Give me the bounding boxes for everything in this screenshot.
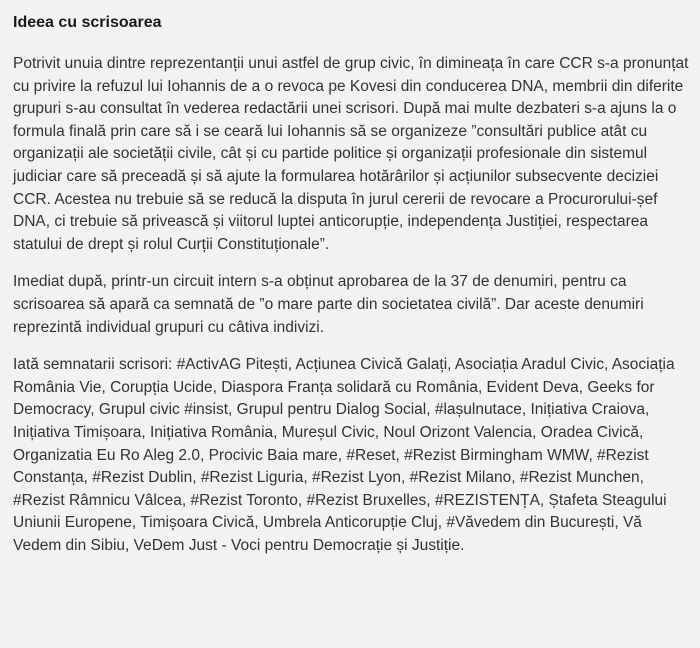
section-heading: Ideea cu scrisoarea bbox=[13, 14, 162, 31]
paragraph-signatories: Iată semnatarii scrisori: #ActivAG Pitești, Acțiunea Civică Galați, Asociația Aradul Civic, Asociația România Vie, Corupția Ucide, Diaspora Franța solidară cu România, Evident Deva, Geeks for Democracy, Grupul civic #insist, Grupul pentru Dialog Social, #lașulnutace, Inițiativa Craiova, Inițiativa Timișoara, Inițiativa România, Mureșul Civic, Noul Orizont Valencia, Oradea Civică, Organizatia Eu Ro Aleg 2.0, Procivic Baia mare, #Reset, #Rezist Birmingham WMW, #Rezist Constanța, #Rezist Dublin, #Rezist Liguria, #Rezist Lyon, #Rezist Milano, #Rezist Munchen, #Rezist Râmnicu Vâlcea, #Rezist Toronto, #Rezist Bruxelles, #REZISTENȚA, Ștafeta Steagului Uniunii Europene, Timișoara Civică, Umbrela Anticorupție Cluj, #Văvedem din București, Vă Vedem din Sibiu, VeDem Just - Voci pentru Democrație și Justiție. bbox=[13, 356, 675, 554]
paragraph-approval: Imediat după, printr-un circuit intern s-a obținut aprobarea de la 37 de denumiri, pentru ca scrisoarea să apară ca semnată de ”o mare parte din societatea civilă”. Dar aceste denumiri reprezintă individual grupuri cu câtiva indivizi. bbox=[13, 273, 644, 336]
paragraph-letter-idea: Potrivit unuia dintre reprezentanții unui astfel de grup civic, în dimineața în care CCR s-a pronunțat cu privire la refuzul lui Iohannis de a o revoca pe Kovesi din conducerea DNA, membrii din diferite grupuri s-au consultat în vederea redactării unei scrisori. După mai multe dezbateri s-a ajuns la o formula finală prin care să i se ceară lui Iohannis să se organizeze ”consultări publice atât cu organizații ale societății civile, cât și cu partide politice și organizații profesionale din sistemul judiciar care să preceadă și să ajute la formularea hotărârilor și acțiunilor subsecvente deciziei CCR. Acestea nu trebuie să se reducă la disputa în jurul cererii de revocare a Procurorului-șef DNA, ci trebuie să privească și viitorul luptei anticorupție, independența Justiției, respectarea statului de drept și rolul Curții Constituționale”. bbox=[13, 55, 689, 253]
